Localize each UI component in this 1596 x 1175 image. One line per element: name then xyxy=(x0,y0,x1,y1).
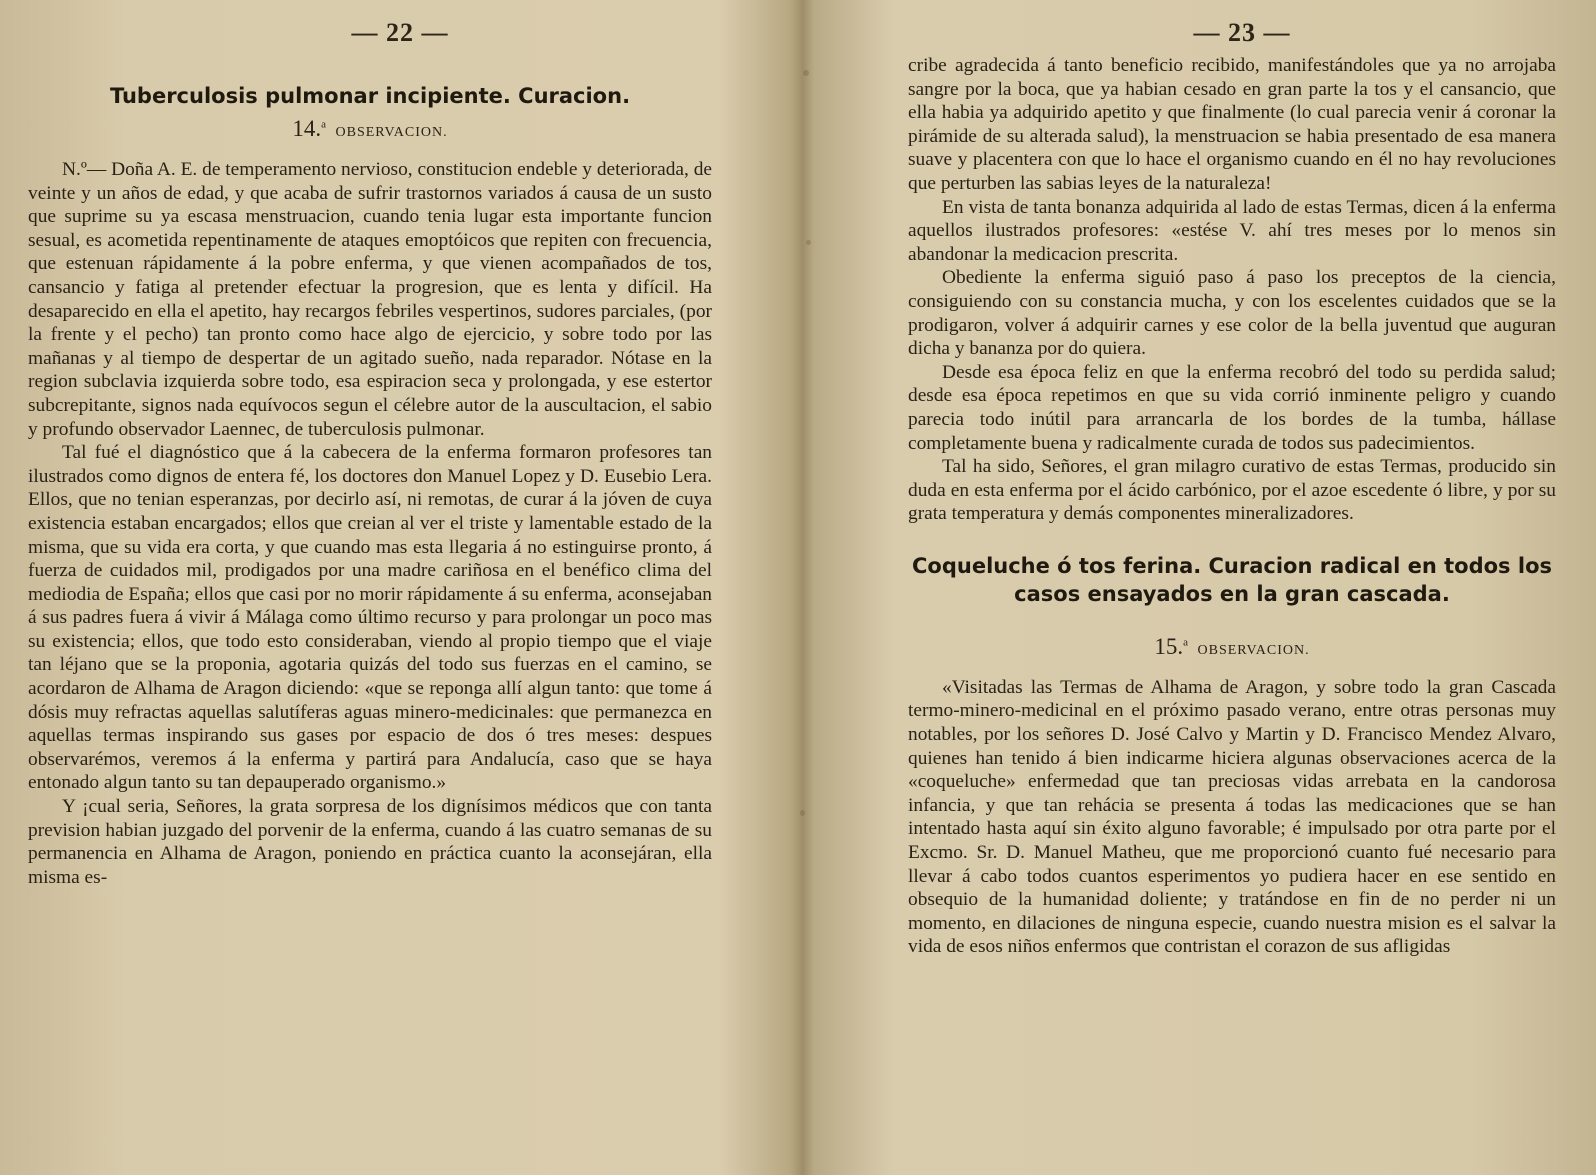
paragraph: Obediente la enferma siguió paso á paso los preceptos de la ciencia, consiguiendo con su constancia mucha, y con los escelentes cuidados que se la prodigaron, volver á adquirir carnes y ese color de la bella juventud que auguran dicha y bananza por do quiera. xyxy=(908,267,1556,360)
paragraph: En vista de tanta bonanza adquirida al lado de estas Termas, dicen á la enferma aquellos ilustrados profesores: «estése V. ahí tres meses por lo menos sin abandonar la medicacion prescrita. xyxy=(908,196,1556,265)
paragraph: Tal ha sido, Señores, el gran milagro curativo de estas Termas, producido sin duda en esta enferma por el ácido carbónico, por el azoe escedente ó libre, y por su grata temperatura y demás componentes mineralizadores. xyxy=(908,456,1556,525)
page-number: — 23 — xyxy=(1193,18,1291,47)
spacer xyxy=(908,526,1556,552)
paragraph: «Visitadas las Termas de Alhama de Aragon, y sobre todo la gran Cascada termo-minero-medicinal en el próximo pasado verano, entre otras personas muy notables, por los señores D. José Calvo y Martin y D. Francisco Mendez Alvaro, quienes han tenido á bien indicarme hiciera algunas observaciones acerca de la «coqueluche» enfermedad que tan preciosas vidas arrebata en la candorosa infancia, y que tan rehácia se presenta á todas las medicaciones que se han intentado hasta aquí sin éxito alguno favorable; é impulsado por otra parte por el Excmo. Sr. D. Manuel Matheu, que me proporcionó cuanto fué necesario para llevar á cabo todos cuantos esperimentos yo pudiera hacer en ese sentido en obsequio de la humanidad doliente; y tratándose en fin de no perder ni un momento, en dilaciones de ninguna especie, cuando nuestra mision es el salvar la vida de esos niños enfermos que contristan el corazon de sus afligidas xyxy=(908,676,1556,958)
observation-label xyxy=(28,116,712,142)
paper-stain xyxy=(806,240,811,245)
observation-superscript: a xyxy=(1183,636,1188,649)
paper-stain xyxy=(803,70,809,76)
observation-word: OBSERVACION. xyxy=(1197,642,1310,658)
paragraph: cribe agradecida á tanto beneficio recibido, manifestándoles que ya no arrojaba sangre por la boca, que ya habian cesado en gran parte la tos y el cansancio, que ella habia ya adquirido apetito y que finalmente (lo cual parecia venir á coronar la pirámide de su alterada salud), la menstruacion se habia presentado de esa manera suave y placentera con que lo hace el organismo cuando en él no hay revoluciones que perturben las sabias leyes de la naturaleza! xyxy=(908,55,1556,194)
page-right xyxy=(798,0,1596,1175)
section-heading: Tuberculosis pulmonar incipiente. Curacion. xyxy=(109,84,631,108)
page-number: — 22 — xyxy=(351,18,449,47)
observation-number: 15. xyxy=(1154,633,1184,659)
paragraph: Desde esa época feliz en que la enferma recobró del todo su perdida salud; desde esa época repetimos en que su vida corrió inminente peligro y cuando parecia todo inútil para arrancarla de los bordes de la tumba, hállase completamente buena y radicalmente curada de todos sus padecimientos. xyxy=(908,361,1556,454)
paragraph: Tal fué el diagnóstico que á la cabecera de la enferma formaron profesores tan ilustrados como dignos de entera fé, los doctores don Manuel Lopez y D. Eusebio Lera. Ellos, que no tenian esperanzas, por decirlo así, ni remotas, de curar á la jóven de cuya existencia estaban encargados; ellos que creian al ver el triste y lamentable estado de la misma, que su vida era corta, y que cuando mas esta llegaria á no estinguirse pronto, á fuerza de cuidados mil, prodigados por una madre cariñosa en el benéfico clima del mediodia de España; ellos que casi por no morir rápidamente á su enferma, aconsejaban á sus padres fuera á vivir á Málaga como último recurso y para prolongar un poco mas su existencia; ellos, que todo esto consideraban, viendo al propio tiempo que el viaje tan léjano que se la proponia, agotaria quizás del todo sus fuerzas en el camino, se acordaron de Alhama de Aragon diciendo: «que se reponga allí algun tanto: que tome á dósis muy refractas aquellas salutíferas aguas minero-medicinales: que permanezca en aquellas termas inspirando sus gases por espacio de dos ó tres meses: despues observarémos, veremos á la enferma y partirá para Andalucía, caso que se haya entonado algun tanto su tan depauperado organismo.» xyxy=(28,442,712,794)
observation-superscript: a xyxy=(321,118,326,131)
section-heading: Coqueluche ó tos ferina. Curacion radical en todos los casos ensayados en la gran cascada. xyxy=(912,553,1552,606)
paragraph: Y ¡cual seria, Señores, la grata sorpresa de los dignísimos médicos que con tanta prevision habian juzgado del porvenir de la enferma, cuando á las cuatro semanas de su permanencia en Alhama de Aragon, poniendo en práctica cuanto la aconsejáran, ella misma es- xyxy=(28,796,712,888)
observation-label xyxy=(908,634,1556,660)
observation-word: OBSERVACION. xyxy=(335,125,448,140)
spacer xyxy=(908,608,1556,628)
observation-number: 14. xyxy=(292,116,322,141)
paragraph: N.º— Doña A. E. de temperamento nervioso, constitucion endeble y deteriorada, de veinte y un años de edad, y que acaba de sufrir trastornos variados á causa de un susto que suprime su ya escasa menstruacion, cuando tenia lugar esta importante funcion sesual, es acometida repentinamente de ataques emoptóicos que repiten con frecuencia, que estenuan rápidamente á la pobre enferma, y que vienen acompañados de tos, cansancio y fatiga al pretender efectuar la progresion, que es lenta y difícil. Ha desaparecido en ella el apetito, hay recargos febriles vespertinos, sudores parciales, (por la frente y el pecho) tan pronto como hace algo de ejercicio, y sobre todo por las mañanas y al tiempo de despertar de un agitado sueño, nada reparador. Nótase en la region subclavia izquierda sobre todo, esa espiracion seca y prolongada, y ese estertor subcrepitante, signos nada equívocos segun el célebre autor de la auscultacion, el sabio y profundo observador Laennec, de tuberculosis pulmonar. xyxy=(28,159,713,440)
paper-stain xyxy=(800,810,805,816)
